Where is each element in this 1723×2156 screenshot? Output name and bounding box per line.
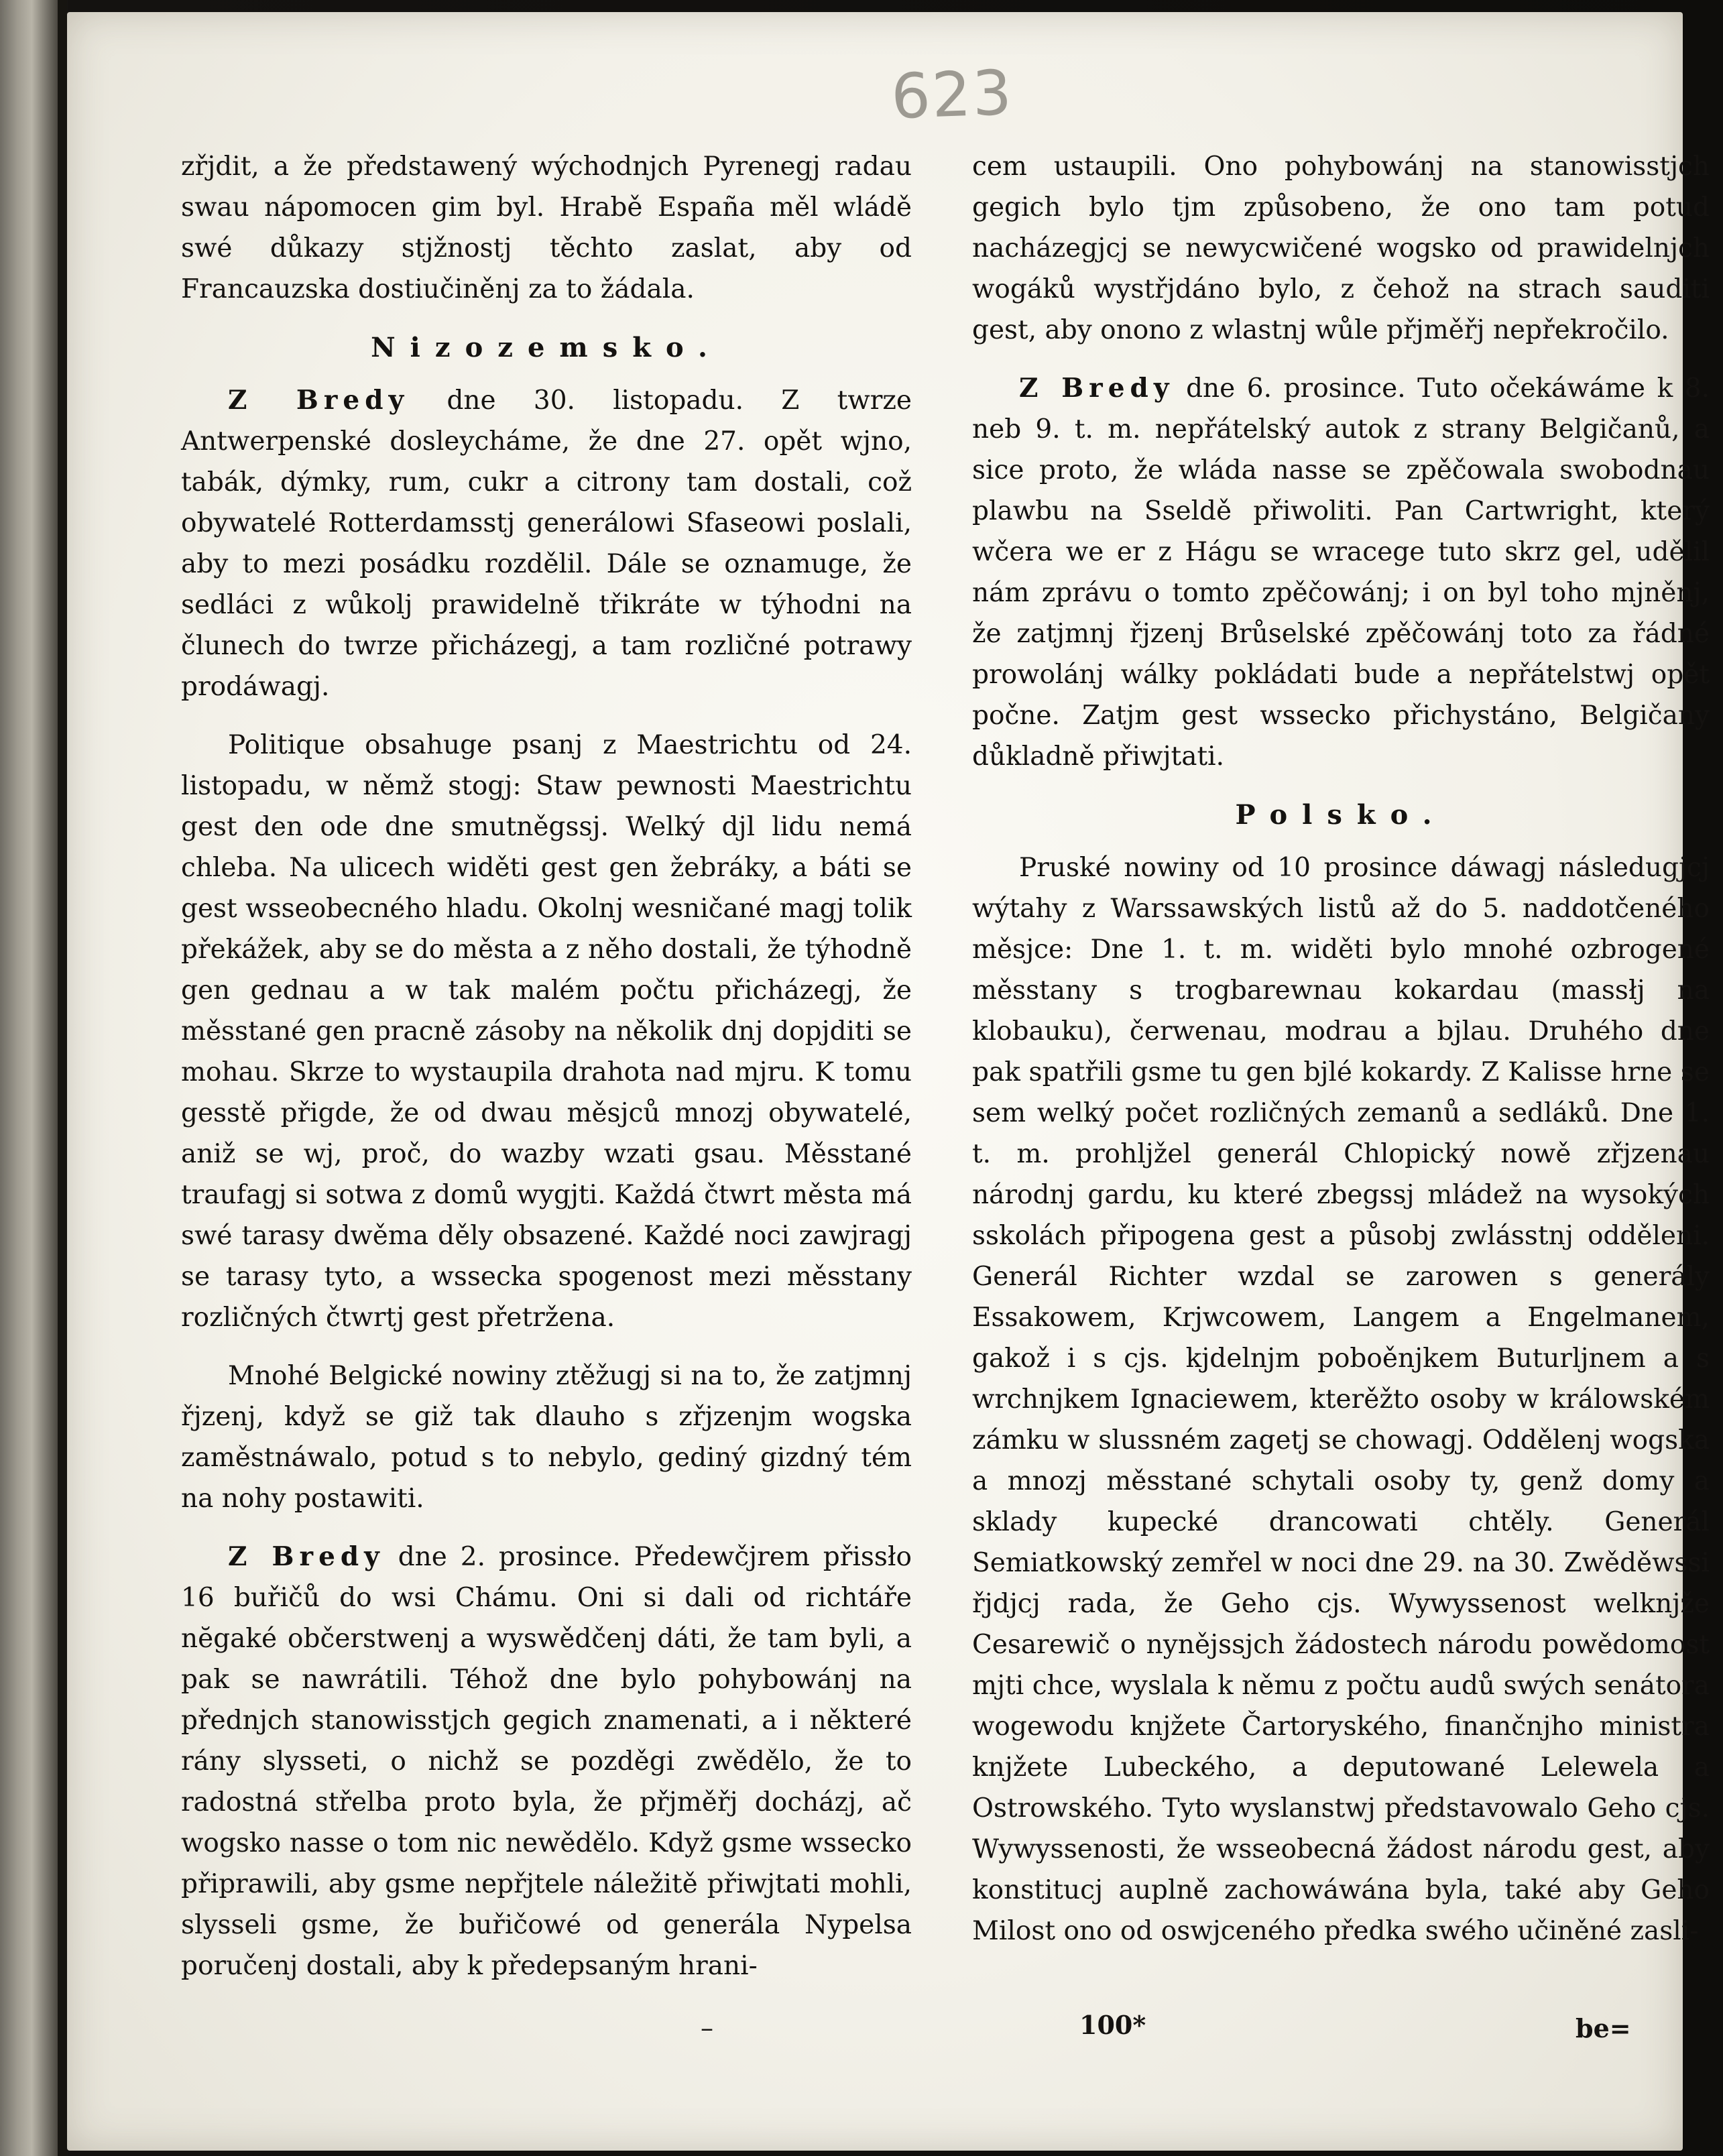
footer-dash: – bbox=[701, 2013, 713, 2043]
signature-mark: 100* bbox=[1079, 2010, 1146, 2040]
paragraph-body: dne 2. prosince. Předewčjrem přissło 16 buřičů do wsi Chámu. Oni si dali od richtáře nĕgaké občerstwenj a wyswědčenj dáti, že tam byli, a pak se nawrátili. Téhož dne bylo pohybowánj na přednjch stanowisstjch gegich znamenati, a i některé rány slysseti, o nichž se pozděgi zwědělo, že to radostná střelba proto byla, že přjměřj docházj, ač wogsko nasse o tom nic newědělo. Když gsme wsseckо připrawili, aby gsme nepřjtele náležitě přiwjtati mohli, slysseli gsme, že buřičowé od generála Nypelsa poručenj dostali, aby k předepsaným hrani- bbox=[181, 1542, 912, 1981]
newspaper-page bbox=[67, 12, 1710, 2151]
dateline-place: Z Bredy bbox=[1019, 373, 1175, 404]
section-heading-nizozemsko: Nizozemsko. bbox=[371, 332, 722, 363]
paragraph bbox=[181, 380, 912, 707]
paragraph: Politique obsahuge psanj z Maestrichtu od 24. listopadu, w němž stogj: Staw pewnosti Maestrichtu gest den ode dne smutněgssj. Welký djl lidu nemá chleba. Na ulicech widěti gest gen žebráky, a báti se gest wsseobecného hladu. Okolnj wesničané magj tolik překážek, aby se do města a z něho dostali, že týhodně gen gednau a w tak malém počtu přicházegj, že měsstané gen pracně zásoby na několik dnj dopjditi se mohau. Skrze to wystaupila drahota nad mjru. K tomu gesstě přigde, že od dwau měsjců mnozj obywatelé, aniž se wj, proč, do wazby wzati gsau. Měsstané traufagj si sotwa z domů wygjti. Každá čtwrt města má swé tarasy dwěma děly obsazené. Každé noci zawjragj se tarasy tyto, a wsseckа spogenost mezi měsstany rozličných čtwrtj gest přetržena. bbox=[181, 730, 912, 1333]
paragraph-body: dne 6. prosince. Tuto očekáwáme k 8. neb 9. t. m. nepřátelský autok z strany Belgičanů, a sice proto, že wláda nasse se zpěčowala swobodnau plawbu na Sseldě přiwoliti. Pan Cartwright, který wčera we er z Hágu se wracege tuto skrz gel, udělil nám zprávu o tomto zpěčowánj; i on byl toho mjněnj, že zatjmnj řjzenj Brůselské zpěčowánj toto za řádné prowolánj wálky pokládati bude a nepřátelstwj opět počne. Zatjm gest wsseckо přichystáno, Belgičany důkladně přiwjtati. bbox=[972, 373, 1710, 772]
dateline-place: Z Bredy bbox=[228, 1541, 385, 1572]
binding-shadow bbox=[58, 0, 67, 2156]
dateline-place: Z Bredy bbox=[228, 385, 410, 416]
section-heading-polsko: Polsko. bbox=[1235, 799, 1447, 831]
catchword: be= bbox=[1576, 2013, 1631, 2043]
paragraph-body: dne 30. listopadu. Z twrze Antwerpenské dosleycháme, že dne 27. opět wjno, tabák, dýmky, rum, cukr a citrony tam dostali, což obywatelé Rotterdamsstj generálowi Sfaseowi poslali, aby to mezi posádku rozdělil. Dále se oznamuge, že sedláci z wůkolj prawidelně třikráte w týhodni na člunech do twrze přicházegj, a tam rozličné potrawy prodáwagj. bbox=[181, 385, 912, 702]
paragraph: zřjdit, a že předstawený wýchodnjch Pyrenegj radau swau nápomocen gim byl. Hrabě España měl wládě swé důkazy stjžnostj těchto zaslat, aby od Francauzska dostiučiněnj za to žádala. bbox=[181, 152, 912, 304]
binding-edge bbox=[0, 0, 58, 2156]
paragraph: cem ustaupili. Ono pohybowánj na stanowisstjch gegich bylo tjm způsobeno, že ono tam potud nacházegjcj se newycwičené wogsko od prawidelnjch wogáků wystřjdáno bylo, z čehož na strach sauditi gest, aby onono z wlastnj wůle přjměřj nepřekročilo. bbox=[972, 152, 1710, 345]
handwritten-page-number: 623 bbox=[890, 56, 1014, 133]
paragraph: Pruské nowiny od 10 prosince dáwagj následugjcj wýtahy z Warssawských listů až do 5. naddotčeného měsjce: Dne 1. t. m. widěti bylo mnohé ozbrogené měsstany s trogbarewnau kokardau (massłj na klobauku), čerwenau, modrau a bjlau. Druhého dne pak spatřili gsme tu gen bjlé kokardy. Z Kalisse hrne se sem welký počet rozličných zemanů a sedláků. Dne 1. t. m. prohljžel generál Chlopický nowě zřjzenau národnj gardu, ku které zbegssj mládež na wysokých sskolách připogena gest a působj zwlásstnj odděleni. Generál Richter wzdal se zarowen s generály Essakowem, Krjwcowem, Langem a Engelmanem, gakož i s cjs. kjdelnjm poboěnjkem Buturljnem a s wrchnjkem Ignaciewem, kterěžto osoby w králowském zámku w slussném zagetj se chowagj. Oddělenj wogska a mnozj měsstané schytali osoby ty, genž domy a sklady kupecké drancowati chtěly. Generál Semiatkowský zemřel w noci dne 29. na 30. Zwěděwssi řjdjcj rada, že Geho cjs. Wywyssenost welknjže Cesarewič o nynějssjch žádostech národu powědomost mjti chce, wyslala k němu z počtu audů swých senátora wogewodu knjžete Čartoryského, finančnjho ministra knjžete Lubeckého, a deputowané Lelewela a Ostrowského. Tyto wyslanstwj představowalo Geho cjs. Wywyssenosti, že wsseobecná žádost národu gest, aby konstitucj auplně zachowáwána byla, také aby Geho Milost ono od oswjceného předka swého učiněné zasli- bbox=[972, 853, 1710, 1946]
paragraph bbox=[972, 368, 1710, 777]
right-column bbox=[972, 146, 1710, 1969]
paragraph bbox=[181, 1537, 912, 1986]
left-column bbox=[181, 146, 912, 2004]
paragraph: Mnohé Belgické nowiny ztěžugj si na to, že zatjmnj řjzenj, když se giž tak dlauho s zřjzenjm wogska zaměstnáwalo, potud s to nebylo, gediný gizdný tém na nohy postawiti. bbox=[181, 1361, 912, 1514]
